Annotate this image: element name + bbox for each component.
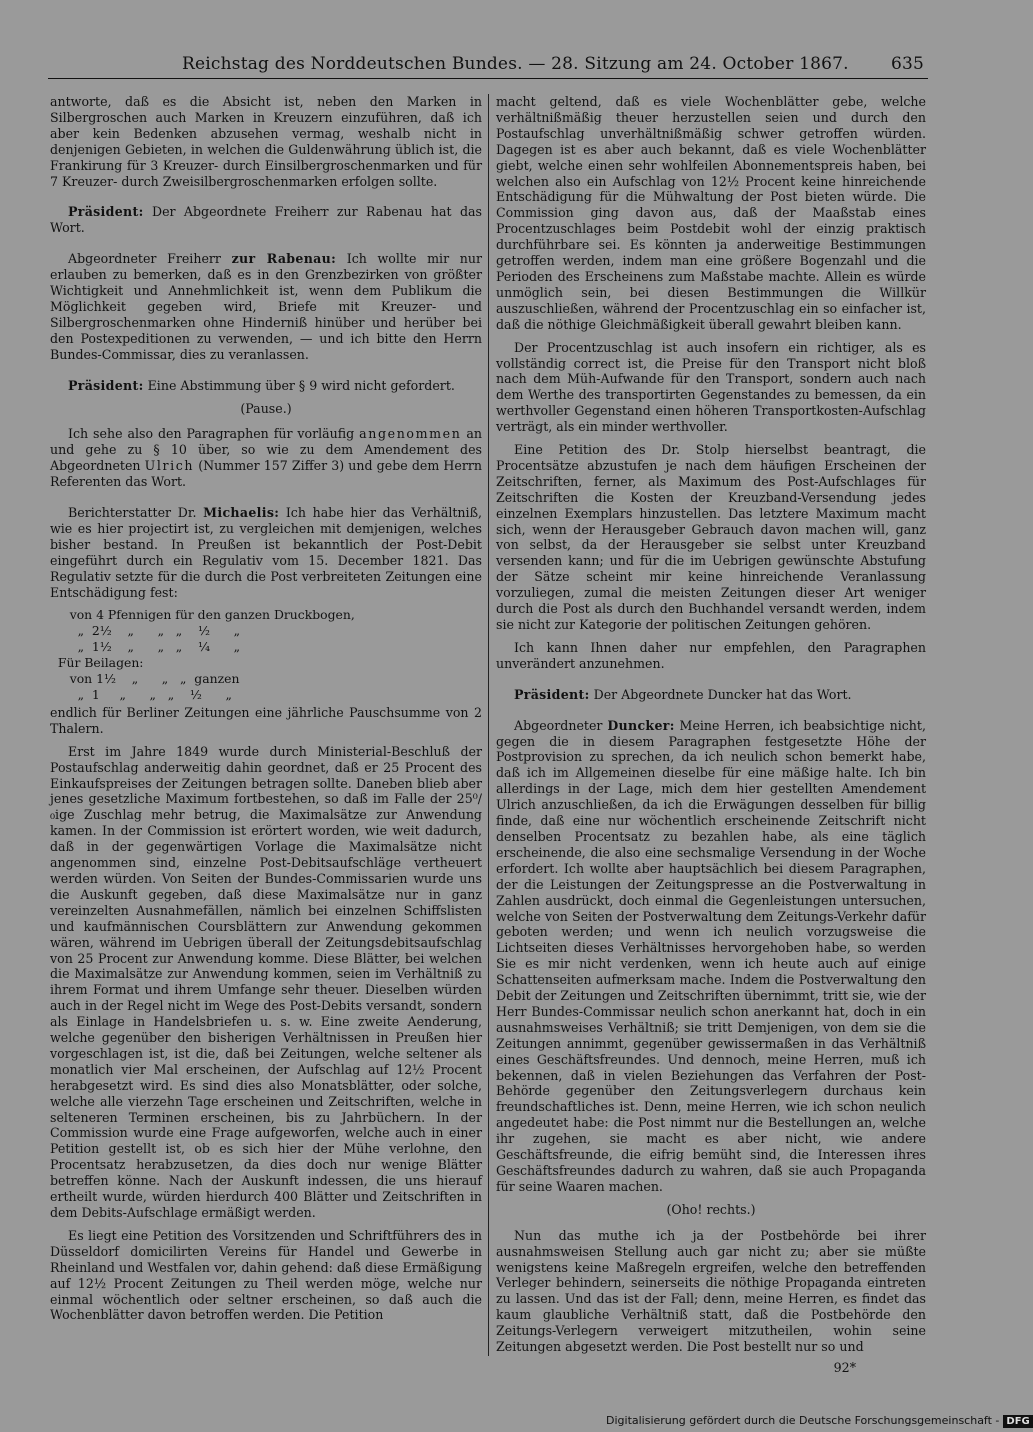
speaker-title: Berichterstatter Dr. <box>68 505 197 521</box>
credit-text: Digitalisierung gefördert durch die Deutsche Forschungsgemeinschaft - <box>606 1414 1000 1427</box>
speaker-label: Duncker: <box>607 717 675 733</box>
speaker-label: Präsident: <box>68 377 144 393</box>
paragraph <box>50 426 482 490</box>
paragraph <box>50 378 482 394</box>
speech-text: Ich wollte mir nur erlauben zu bemerken, daß es in den Grenzbezirken von größter Wichtigkeit und Annehmlichkeit ist, wenn dem Publikum die Möglichkeit gegeben wird, Briefe mit Kreuzer- und Silbergroschenmarken ohne Hinderniß hinüber und herüber bei den Postexpeditionen zu verwenden, — und ich bitte den Herrn Bundes-Commissar, dies zu veranlassen. <box>50 251 482 362</box>
text-run: Ich sehe also den Paragraphen für vorläufig <box>68 426 355 442</box>
document-page <box>38 48 930 1388</box>
text-run: (Nummer 157 Ziffer 3) und gebe dem Herrn Referenten das Wort. <box>50 458 482 490</box>
interjection: (Oho! rechts.) <box>666 1201 756 1217</box>
speaker-label: Präsident: <box>68 204 144 220</box>
paragraph: Erst im Jahre 1849 wurde durch Ministerial-Beschluß der Postaufschlag anderweitig dahin geordnet, daß er 25 Procent des Einkaufspreises der Zeitungen betragen sollte. Daneben blieb aber jenes gesetzliche Maximum fortbestehen, so daß im Falle der 25⁰/₀ige Zuschlag mehr betrug, die Maximalsätze zur Anwendung kamen. In der Commission ist erörtert worden, wie weit dadurch, daß in der gegenwärtigen Vorlage die Maximalsätze nicht angenommen sind, einzelne Post-Debitsaufschläge vertheuert werden würden. Von Seiten der Bundes-Commissarien wurde uns die Auskunft gegeben, daß diese Maximalsätze nur in ganz vereinzelten Ausnahmefällen, nämlich bei einzelnen Schiffslisten und kaufmännischen Coursblättern zur Anwendung gekommen wären, während im Uebrigen überall der Zeitungsdebitsaufschlag von 25 Procent zur Anwendung komme. Diese Blätter, bei welchen die Maximalsätze zur Anwendung kommen, seien im Verhältniß zu ihrem Format und ihrem Umfange sehr theuer. Dieselben würden auch in der Regel nicht im Wege des Post-Debits versandt, sondern als Einlage in Handelsbriefen u. s. w. Eine zweite Aenderung, welche gegenüber den bisherigen Verhältnissen in Preußen hier vorgeschlagen ist, ist die, daß bei Zeitungen, welche seltener als monatlich vier Mal erscheinen, der Aufschlag auf 12½ Procent herabgesetzt wird. Es sind dies also Monatsblätter, oder solche, welche alle vierzehn Tage erscheinen und Zeitschriften, welche in selteneren Terminen erscheinen, bis zu Jahrbüchern. In der Commission wurde eine Frage aufgeworfen, welche auch in einer Petition gestellt ist, ob es sich hier der Mühe verlohne, den Procentsatz herabzusetzen, da dies doch nur wenige Blätter betreffen könne. Nach der Auskunft indessen, die uns hierauf ertheilt wurde, würden hierdurch 400 Blätter und Zeitschriften in dem Debits-Aufschlage ermäßigt werden. <box>50 743 482 1220</box>
speech-text: Ich habe hier das Verhältniß, wie es hier projectirt ist, zu vergleichen mit demjenigen, welches bisher bestand. In Preußen ist bekanntlich der Post-Debit eingeführt durch ein Regulativ vom 15. December 1821. Das Regulativ setzte für die durch die Post verbreiteten Zeitungen eine Entschädigung fest: <box>50 505 482 600</box>
rate-row: von 1½ „ „ „ ganzen <box>50 671 240 687</box>
speaker-label: Präsident: <box>514 686 590 702</box>
pause-note: (Pause.) <box>240 400 292 416</box>
paragraph: Ich kann Ihnen daher nur empfehlen, den Paragraphen unverändert anzunehmen. <box>496 639 926 671</box>
speaker-label: zur Rabenau: <box>231 251 337 267</box>
left-column <box>50 94 482 1330</box>
paragraph <box>50 204 482 236</box>
rate-row: „ 1½ „ „ „ ¼ „ <box>50 639 241 655</box>
right-column <box>496 94 926 1376</box>
paragraph: Eine Petition des Dr. Stolp hierselbst beantragt, die Procentsätze abzustufen je nach dem häufigen Erscheinen der Zeitschriften, ferner, als Maximum des Post-Aufschlages für Zeitschriften die Kosten der Kreuzband-Versendung jedes einzelnen Exemplars hinzustellen. Das letztere Maximum macht sich, wenn der Herausgeber Gebrauch davon machen will, ganz von selbst, da der Herausgeber sie selbst unter Kreuzband versenden kann; und für die im Uebrigen gewünschte Abstufung der Sätze scheint mir keine hinreichende Veranlassung vorzuliegen, zumal die meisten Zeitungen dieser Art weniger durch die Post als durch den Buchhandel versandt werden, indem sie nicht zur Kategorie der politischen Zeitungen gehören. <box>496 442 926 632</box>
speech-text: Der Abgeordnete Freiherr zur Rabenau hat das Wort. <box>50 204 482 236</box>
text-run: an und gehe zu § 10 über, so wie zu dem Amendement des Abgeordneten <box>50 426 482 474</box>
paragraph: Es liegt eine Petition des Vorsitzenden und Schriftführers des in Düsseldorf domicilirten Vereins für Handel und Gewerbe in Rheinland und Westfalen vor, dahin gehend: daß diese Ermäßigung auf 12½ Procent Zeitungen zu Theil werden möge, welche nur einmal wöchentlich oder seltner erscheinen, so daß auch die Wochenblätter davon betroffen werden. Die Petition <box>50 1227 482 1323</box>
rate-table <box>50 607 482 702</box>
running-title: Reichstag des Norddeutschen Bundes. — 28. Sitzung am 24. October 1867. <box>182 54 849 74</box>
paragraph: Der Procentzuschlag ist auch insofern ein richtiger, als es vollständig correct ist, die Preise für den Transport nicht bloß nach dem Müh-Aufwande für den Transport, sondern auch nach dem Werthe des transportirten Gegenstandes zu bemessen, da ein werthvoller Gegenstand einen höheren Transportkosten-Aufschlag verträgt, als ein minder werthvoller. <box>496 339 926 435</box>
speaker-title: Abgeordneter <box>514 717 603 733</box>
paragraph: Nun das muthe ich ja der Postbehörde bei ihrer ausnahmsweisen Stellung auch gar nicht zu; aber sie müßte wenigstens keine Maßregeln ergreifen, welche den betreffenden Verleger behindern, seinerseits die nöthige Propaganda eintreten zu lassen. Und das ist der Fall; denn, meine Herren, es findet das kaum glaubliche Verhältniß statt, daß die Postbehörde den Zeitungs-Verlegern verweigert mitzutheilen, wohin seine Zeitungen abgesetzt werden. Die Post bestellt nur so und <box>496 1227 926 1355</box>
dfg-logo: DFG <box>1003 1415 1032 1428</box>
page-header <box>48 52 928 79</box>
sheet-signature: 92* <box>833 1359 856 1375</box>
page-number: 635 <box>890 54 924 74</box>
paragraph: endlich für Berliner Zeitungen eine jährliche Pauschsumme von 2 Thalern. <box>50 704 482 736</box>
speaker-label: Michaelis: <box>203 505 280 521</box>
speech-text: Eine Abstimmung über § 9 wird nicht gefordert. <box>147 377 455 393</box>
paragraph <box>496 687 926 703</box>
digitization-credit <box>606 1414 1033 1428</box>
emphasis: Ulrich <box>144 458 195 474</box>
paragraph: antworte, daß es die Absicht ist, neben den Marken in Silbergroschen auch Marken in Kreuzern einzuführen, daß ich aber kein Bedenken abzusehen vermag, weshalb nicht in denjenigen Gebieten, in welchen die Guldenwährung üblich ist, die Frankirung für 3 Kreuzer- durch Einsilbergroschenmarken und für 7 Kreuzer- durch Zweisilbergroschenmarken erfolgen sollte. <box>50 94 482 189</box>
paragraph <box>50 505 482 600</box>
paragraph <box>50 251 482 362</box>
rate-row: „ 2½ „ „ „ ½ „ <box>50 623 241 639</box>
emphasis: angenommen <box>359 426 462 442</box>
rate-row: „ 1 „ „ „ ½ „ <box>50 687 232 702</box>
paragraph <box>496 718 926 1195</box>
speech-text: Meine Herren, ich beabsichtige nicht, gegen die in diesem Paragraphen festgesetzte Höhe der Postprovision zu sprechen, da ich neulich schon bemerkt habe, daß ich im Allgemeinen dieselbe für eine mäßige halte. Ich bin allerdings in der Lage, mich dem hier gestellten Amendement Ulrich anzuschließen, da ich die Erwägungen desselben für billig finde, daß eine nur wöchentlich erscheinende Zeitschrift nicht denselben Procentsatz zu bezahlen habe, als eine täglich erscheinende, die also eine sechsmalige Versendung in der Woche erfordert. Ich wollte aber hauptsächlich bei diesem Paragraphen, der die Leistungen der Zeitungspresse an die Postverwaltung in Zahlen ausdrückt, doch einmal die Gegenleistungen untersuchen, welche von Seiten der Postverwaltung dem Zeitungs-Verkehr dafür geboten werden; und wenn ich neulich vorzugsweise die Lichtseiten dieses Verhältnisses hervorgehoben habe, so werden Sie es mir nicht verdenken, wenn ich heute auch auf einige Schattenseiten aufmerksam mache. Indem die Postverwaltung den Debit der Zeitungen und Zeitschriften übernimmt, tritt sie, wie der Herr Bundes-Commissar neulich schon anerkannt hat, doch in ein ausnahmsweises Verhältniß; sie tritt Demjenigen, von dem sie die Zeitungen annimmt, gegenüber gewissermaßen in das Verhältniß eines Geschäftsfreundes. Und dennoch, meine Herren, muß ich bekennen, daß in vielen Beziehungen das Verfahren der Post-Behörde gegenüber den Zeitungsverlegern durchaus kein freundschaftliches ist. Denn, meine Herren, wie ich schon neulich angedeutet habe: die Post nimmt nur die Bestellungen an, welche ihr zugehen, sie macht es aber nicht, wie andere Geschäftsfreunde, die eifrig bemüht sind, die Interessen ihres Geschäftsfreundes dadurch zu wahren, daß sie auch Propaganda für seine Waaren machen. <box>496 717 926 1194</box>
speaker-title: Abgeordneter Freiherr <box>68 251 221 267</box>
rate-row: Für Beilagen: <box>50 655 144 671</box>
rate-row: von 4 Pfennigen für den ganzen Druckbogen, <box>50 607 355 623</box>
column-divider <box>488 94 489 1356</box>
paragraph: macht geltend, daß es viele Wochenblätter gebe, welche verhältnißmäßig theuer herzustellen seien und durch den Postaufschlag unverhältnißmäßig schwer getroffen würden. Dagegen ist es aber auch bekannt, daß es viele Wochenblätter giebt, welche einen sehr wohlfeilen Abonnementspreis haben, bei welchen also ein Aufschlag von 12½ Procent keine hinreichende Entschädigung für die Mühwaltung der Post bieten würde. Die Commission ging davon aus, daß der Maaßstab eines Procentzuschlages beim Postdebit wohl der einzig praktisch durchführbare sei. Es könnten ja anderweitige Bestimmungen getroffen werden, indem man eine größere Bogenzahl und die Perioden des Erscheinens zum Maßstabe machte. Allein es würde unmöglich sein, bei diesen Bestimmungen die Willkür auszuschließen, während der Procentzuschlag ein so einfacher ist, daß die nöthige Gleichmäßigkeit überall gewahrt bleiben kann. <box>496 94 926 332</box>
speech-text: Der Abgeordnete Duncker hat das Wort. <box>593 686 852 702</box>
